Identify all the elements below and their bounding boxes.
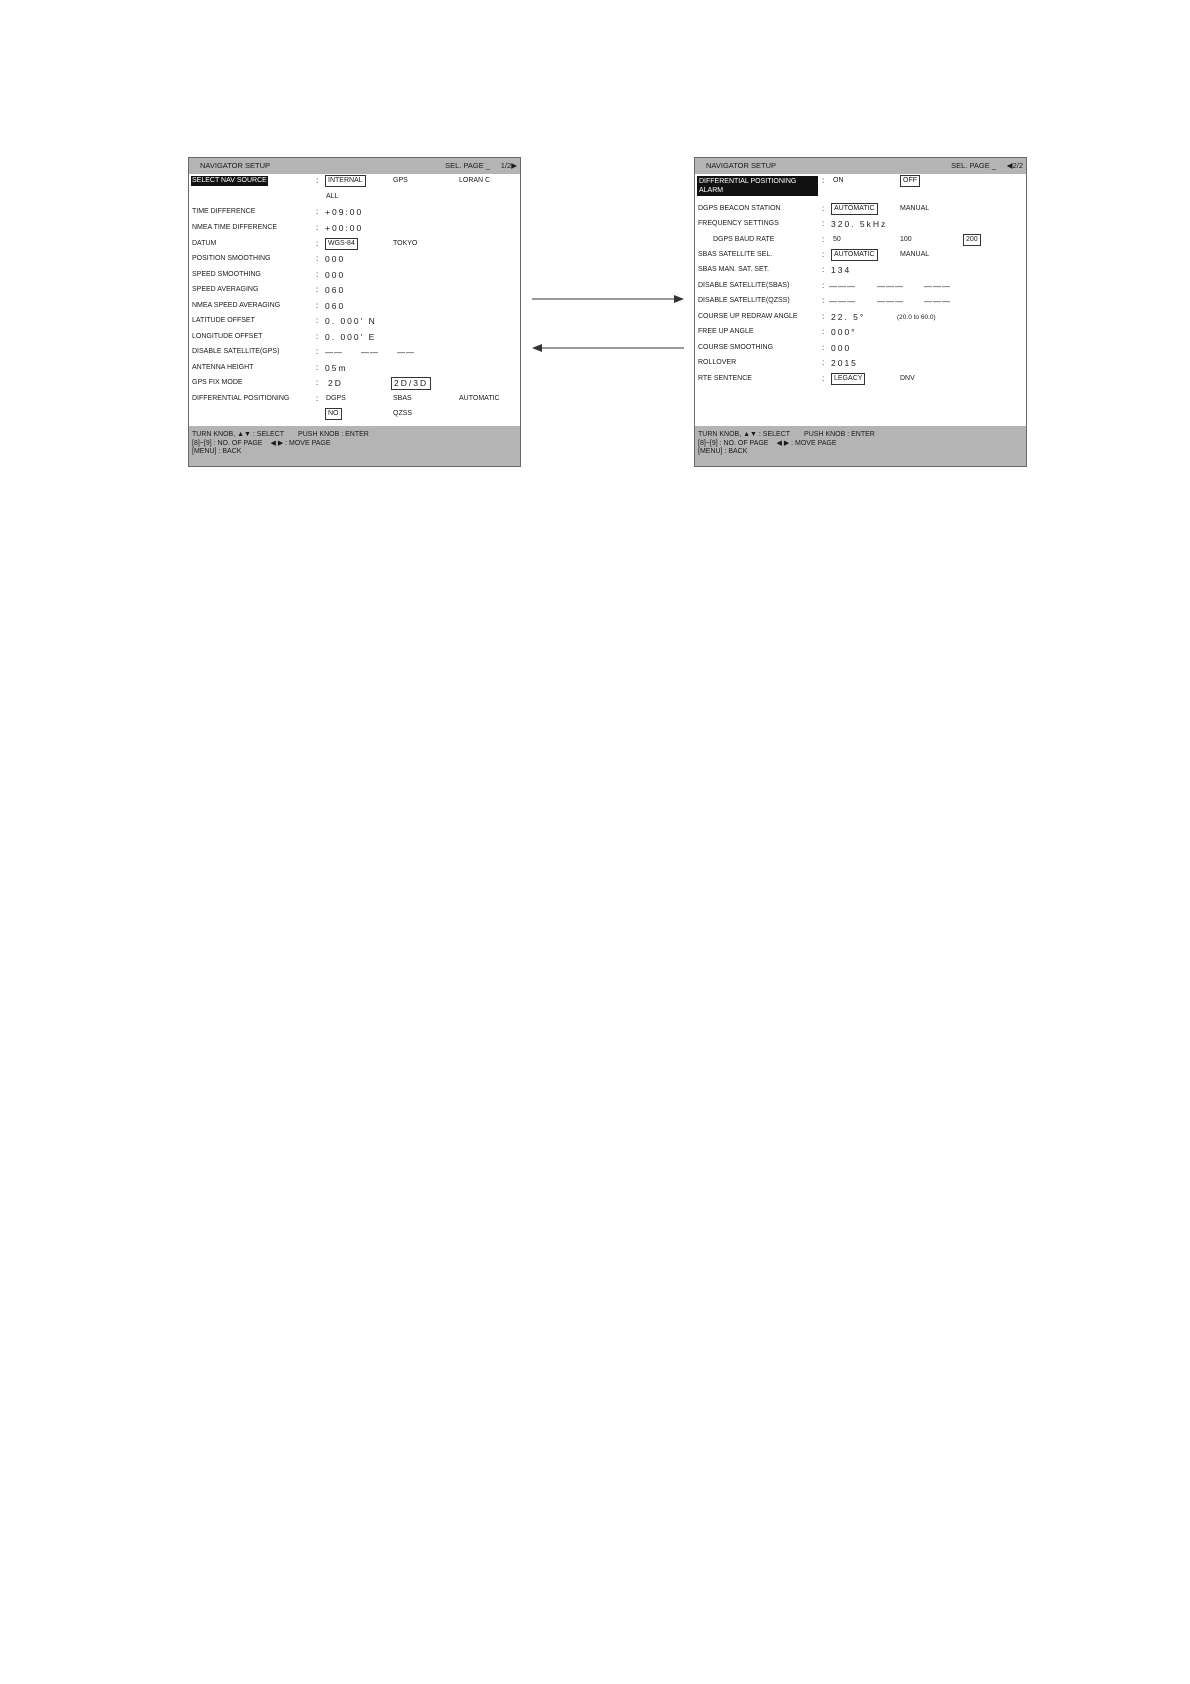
colon: :: [822, 219, 825, 228]
row-label: ROLLOVER: [698, 359, 737, 366]
satellite-slot-1[interactable]: ———: [829, 297, 856, 306]
row-label: DATUM: [192, 240, 217, 247]
value-field[interactable]: 2015: [831, 358, 858, 368]
colon: :: [316, 285, 319, 294]
row-free-up-angle[interactable]: [695, 326, 1026, 340]
help-move-page: ◀ ▶ : MOVE PAGE: [776, 439, 837, 447]
colon: :: [316, 332, 319, 341]
satellite-slot-2[interactable]: ———: [877, 297, 904, 306]
row-sbas-satellite-sel[interactable]: [695, 249, 1026, 263]
colon: :: [316, 176, 319, 185]
value-field[interactable]: 320. 5kHz: [831, 219, 888, 229]
help-footer: [189, 426, 520, 466]
row-label: TIME DIFFERENCE: [192, 208, 256, 215]
value-field[interactable]: 000: [325, 254, 346, 264]
option-automatic[interactable]: AUTOMATIC: [831, 249, 878, 261]
option-loran-c[interactable]: LORAN C: [459, 177, 491, 184]
value-field[interactable]: 060: [325, 285, 346, 295]
colon: :: [822, 204, 825, 213]
value-field[interactable]: 000°: [831, 327, 857, 337]
option-dgps[interactable]: DGPS: [326, 395, 346, 402]
option-qzss[interactable]: QZSS: [393, 410, 413, 417]
option-manual[interactable]: MANUAL: [900, 205, 930, 212]
satellite-slot-3[interactable]: ——: [397, 348, 415, 357]
row-course-up-redraw-angle[interactable]: [695, 311, 1026, 325]
row-label: COURSE UP REDRAW ANGLE: [698, 313, 798, 320]
satellite-slot-2[interactable]: ——: [361, 348, 379, 357]
back-arrow-icon: [530, 341, 686, 355]
row-label: FREE UP ANGLE: [698, 328, 754, 335]
row-disable-satellite-gps[interactable]: [189, 346, 520, 360]
help-page-no: [8]~[9] : NO. OF PAGE: [192, 439, 263, 447]
colon: :: [822, 296, 825, 305]
page-indicator[interactable]: ◀2/2: [1006, 161, 1023, 170]
option-50[interactable]: 50: [833, 236, 841, 243]
row-label: ANTENNA HEIGHT: [192, 364, 254, 371]
colon: :: [316, 363, 319, 372]
option-sbas[interactable]: SBAS: [393, 395, 412, 402]
option-wgs84[interactable]: WGS-84: [325, 238, 358, 250]
screen-title: NAVIGATOR SETUP: [706, 161, 777, 170]
colon: :: [822, 374, 825, 383]
row-dgps-baud-rate[interactable]: [695, 234, 1026, 248]
row-label: NMEA TIME DIFFERENCE: [192, 224, 278, 231]
option-legacy[interactable]: LEGACY: [831, 373, 865, 385]
forward-arrow-icon: [530, 292, 686, 306]
colon: :: [316, 394, 319, 403]
colon: :: [316, 301, 319, 310]
row-speed-averaging[interactable]: [189, 284, 520, 298]
colon: :: [822, 358, 825, 367]
row-differential-positioning[interactable]: [189, 393, 520, 407]
colon: :: [316, 239, 319, 248]
colon: :: [822, 176, 825, 185]
colon: :: [822, 235, 825, 244]
row-sbas-man-sat-set[interactable]: [695, 264, 1026, 278]
row-label: SBAS SATELLITE SEL.: [698, 251, 773, 258]
colon: :: [822, 343, 825, 352]
row-nmea-speed-averaging[interactable]: [189, 300, 520, 314]
help-line-2: [698, 440, 1026, 449]
navigator-setup-page-1: [188, 157, 521, 467]
navigator-setup-page-2: [694, 157, 1027, 467]
option-off[interactable]: OFF: [900, 175, 920, 187]
row-label: NMEA SPEED AVERAGING: [192, 302, 281, 309]
help-select: TURN KNOB, ▲▼ : SELECT: [192, 431, 285, 438]
colon: :: [822, 281, 825, 290]
help-line-2: [192, 440, 520, 449]
option-gps[interactable]: GPS: [393, 177, 408, 184]
row-disable-satellite-sbas[interactable]: [695, 280, 1026, 294]
row-label: FREQUENCY SETTINGS: [698, 220, 779, 227]
row-label: COURSE SMOOTHING: [698, 344, 774, 351]
option-2d-3d[interactable]: 2D/3D: [391, 377, 431, 390]
option-no[interactable]: NO: [325, 408, 342, 420]
row-gps-fix-mode[interactable]: [189, 377, 520, 391]
value-field[interactable]: +09:00: [325, 207, 364, 217]
row-dgps-beacon-station[interactable]: [695, 203, 1026, 217]
colon: :: [316, 207, 319, 216]
title-bar: [189, 158, 520, 174]
value-field[interactable]: 000: [831, 343, 852, 353]
row-label: POSITION SMOOTHING: [192, 255, 271, 262]
row-label: DGPS BAUD RATE: [713, 236, 775, 243]
colon: :: [316, 223, 319, 232]
row-differential-positioning-2: [189, 408, 520, 422]
row-speed-smoothing[interactable]: [189, 269, 520, 283]
row-rollover[interactable]: [695, 357, 1026, 371]
value-field[interactable]: 000: [325, 270, 346, 280]
row-select-nav-source-2: [189, 191, 520, 205]
row-label: DIFFERENTIAL POSITIONING ALARM: [697, 176, 818, 196]
help-line-1: [192, 431, 520, 440]
option-internal[interactable]: INTERNAL: [325, 175, 366, 187]
row-course-smoothing[interactable]: [695, 342, 1026, 356]
help-back: [MENU] : BACK: [698, 448, 748, 455]
option-200[interactable]: 200: [963, 234, 981, 246]
value-field[interactable]: 0. 000' E: [325, 332, 377, 342]
row-frequency-settings[interactable]: [695, 218, 1026, 232]
help-enter: PUSH KNOB : ENTER: [298, 431, 369, 438]
row-latitude-offset[interactable]: [189, 315, 520, 329]
row-time-difference[interactable]: [189, 206, 520, 220]
option-automatic[interactable]: AUTOMATIC: [831, 203, 878, 215]
option-tokyo[interactable]: TOKYO: [393, 240, 418, 247]
row-label: DISABLE SATELLITE(GPS): [192, 348, 280, 355]
help-back: [MENU] : BACK: [192, 448, 242, 455]
help-enter: PUSH KNOB : ENTER: [804, 431, 875, 438]
option-manual[interactable]: MANUAL: [900, 251, 930, 258]
satellite-slot-1[interactable]: ———: [829, 282, 856, 291]
title-bar: [695, 158, 1026, 174]
value-field[interactable]: +00:00: [325, 223, 364, 233]
colon: :: [316, 270, 319, 279]
colon: :: [822, 312, 825, 321]
row-label: SPEED SMOOTHING: [192, 271, 261, 278]
help-line-1: [698, 431, 1026, 440]
page-indicator[interactable]: 1/2▶: [500, 161, 517, 170]
help-move-page: ◀ ▶ : MOVE PAGE: [270, 439, 331, 447]
colon: :: [822, 327, 825, 336]
value-field[interactable]: 05m: [325, 363, 348, 373]
value-field[interactable]: 22. 5°: [831, 312, 866, 322]
row-label: SELECT NAV SOURCE: [192, 177, 267, 184]
satellite-slot-1[interactable]: ——: [325, 348, 343, 357]
row-label: SBAS MAN. SAT. SET.: [698, 266, 770, 273]
range-note: (20.0 to 60.0): [897, 314, 936, 321]
colon: :: [822, 265, 825, 274]
option-automatic[interactable]: AUTOMATIC: [459, 395, 500, 402]
colon: :: [316, 347, 319, 356]
row-position-smoothing[interactable]: [189, 253, 520, 267]
value-field[interactable]: 0. 000' N: [325, 316, 377, 326]
satellite-slot-2[interactable]: ———: [877, 282, 904, 291]
row-datum[interactable]: [189, 238, 520, 252]
help-footer: [695, 426, 1026, 466]
satellite-slot-3[interactable]: ———: [924, 282, 951, 291]
colon: :: [316, 316, 319, 325]
screen-title: NAVIGATOR SETUP: [200, 161, 271, 170]
colon: :: [822, 250, 825, 259]
option-100[interactable]: 100: [900, 236, 912, 243]
sel-page-label: SEL. PAGE _: [445, 161, 490, 170]
row-antenna-height[interactable]: [189, 362, 520, 376]
row-label: DISABLE SATELLITE(QZSS): [698, 297, 790, 304]
colon: :: [316, 378, 319, 387]
sel-page-label: SEL. PAGE _: [951, 161, 996, 170]
satellite-slot-3[interactable]: ———: [924, 297, 951, 306]
option-all[interactable]: ALL: [326, 193, 339, 200]
row-label: SPEED AVERAGING: [192, 286, 259, 293]
row-label: RTE SENTENCE: [698, 375, 752, 382]
row-label: DISABLE SATELLITE(SBAS): [698, 282, 790, 289]
value-field[interactable]: 060: [325, 301, 346, 311]
option-on[interactable]: ON: [833, 177, 844, 184]
row-select-nav-source[interactable]: [189, 175, 520, 189]
row-nmea-time-difference[interactable]: [189, 222, 520, 236]
row-rte-sentence[interactable]: [695, 373, 1026, 387]
row-label: GPS FIX MODE: [192, 379, 243, 386]
row-differential-positioning-alarm[interactable]: [695, 175, 1026, 199]
colon: :: [316, 254, 319, 263]
row-label: LONGITUDE OFFSET: [192, 333, 263, 340]
value-field[interactable]: 134: [831, 265, 852, 275]
row-disable-satellite-qzss[interactable]: [695, 295, 1026, 309]
row-label: DGPS BEACON STATION: [698, 205, 781, 212]
option-2d[interactable]: 2D: [328, 378, 343, 388]
help-select: TURN KNOB, ▲▼ : SELECT: [698, 431, 791, 438]
help-page-no: [8]~[9] : NO. OF PAGE: [698, 439, 769, 447]
row-longitude-offset[interactable]: [189, 331, 520, 345]
row-label: DIFFERENTIAL POSITIONING: [192, 395, 290, 402]
row-label: LATITUDE OFFSET: [192, 317, 255, 324]
option-dnv[interactable]: DNV: [900, 375, 915, 382]
